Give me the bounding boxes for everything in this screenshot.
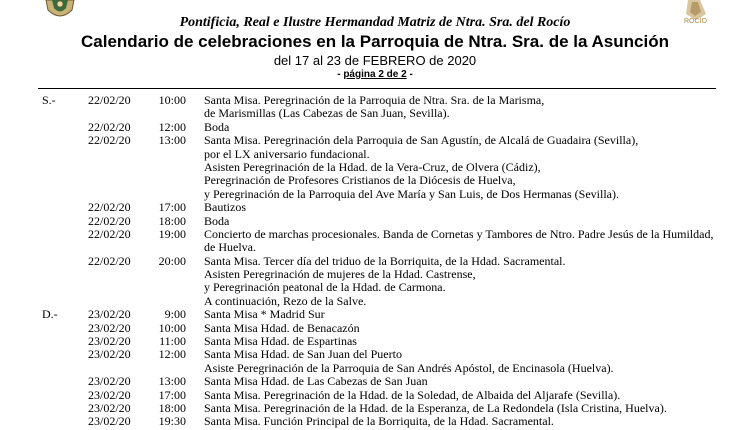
entry-description-line: A continuación, Rezo de la Salve. xyxy=(204,293,367,308)
entry-date: 23/02/20 xyxy=(88,320,131,335)
entry-description xyxy=(204,402,734,415)
entry-time: 17:00 xyxy=(158,387,186,402)
entry-description-line: Santa Misa Hdad. de San Juan del Puerto xyxy=(204,347,402,362)
entry-description-line: Santa Misa. Peregrinación dela Parroquia de San Agustín, de Alcalá de Guadaira (Sevilla), xyxy=(204,133,639,148)
entry-description-line: por el LX aniversario fundacional. xyxy=(204,146,370,161)
schedule-entry xyxy=(0,228,750,255)
entry-time: 18:00 xyxy=(158,213,186,228)
entry-date: 23/02/20 xyxy=(88,387,131,402)
entry-date: 23/02/20 xyxy=(88,307,131,322)
schedule-entry xyxy=(0,215,750,228)
schedule-entry xyxy=(0,402,750,415)
entry-time: 12:00 xyxy=(158,119,186,134)
entry-description-line: Santa Misa Hdad. de Las Cabezas de San Juan xyxy=(204,374,428,389)
entry-date: 23/02/20 xyxy=(88,347,131,362)
entry-date: 22/02/20 xyxy=(88,119,131,134)
entry-description-line: y Peregrinación de la Parroquia del Ave María y San Luis, de Dos Hermanas (Sevilla). xyxy=(204,186,619,201)
entry-description xyxy=(204,415,734,428)
entry-description xyxy=(204,308,734,321)
schedule-entry xyxy=(0,201,750,214)
entry-description xyxy=(204,335,734,348)
entry-description-line: Santa Misa Hdad. de Benacazón xyxy=(204,320,360,335)
entry-time: 10:00 xyxy=(158,320,186,335)
entry-time: 17:00 xyxy=(158,200,186,215)
entry-time: 13:00 xyxy=(158,133,186,148)
entry-time: 9:00 xyxy=(164,307,186,322)
entry-time: 10:00 xyxy=(158,93,186,107)
entry-description-line: Boda xyxy=(204,213,230,228)
entry-description-line: Asiste Peregrinación de la Parroquia de San Andrés Apóstol, de Encinasola (Huelva). xyxy=(204,360,614,375)
entry-description-line: Bautizos xyxy=(204,200,246,215)
schedule-entry xyxy=(0,415,750,428)
schedule-entry xyxy=(0,94,750,121)
entry-description-line: Santa Misa Hdad. de Espartinas xyxy=(204,334,357,349)
entry-date: 22/02/20 xyxy=(88,226,131,241)
entry-description-line: Concierto de marchas procesionales. Banda de Cornetas y Tambores de Ntro. Padre Jesús de la Humildad, xyxy=(204,226,714,241)
entry-description-line: Santa Misa. Tercer día del triduo de la Borriquita, de la Hdad. Sacramental. xyxy=(204,253,566,268)
entry-description xyxy=(204,255,734,309)
entry-description-line: de Marismillas (Las Cabezas de San Juan, Sevilla). xyxy=(204,106,450,121)
entry-time: 11:00 xyxy=(159,334,186,349)
document-title: Calendario de celebraciones en la Parroquia de Ntra. Sra. de la Asunción xyxy=(81,32,669,51)
organization-name: Pontificia, Real e Ilustre Hermandad Matriz de Ntra. Sra. del Rocío xyxy=(179,15,571,30)
entry-description xyxy=(204,94,734,121)
entry-description-line: Santa Misa * Madrid Sur xyxy=(204,307,325,322)
entry-day: D.- xyxy=(42,307,58,322)
entry-description xyxy=(204,215,734,228)
entry-description-line: Santa Misa. Función Principal de la Borriquita, de la Hdad. Sacramental. xyxy=(204,414,554,429)
schedule-entry xyxy=(0,121,750,134)
entry-description xyxy=(204,201,734,214)
entry-date: 22/02/20 xyxy=(88,200,131,215)
document-header xyxy=(0,14,750,81)
entry-description xyxy=(204,121,734,134)
entry-description-line: y Peregrinación peatonal de la Hdad. de Carmona. xyxy=(204,280,446,295)
entry-time: 19:30 xyxy=(158,414,186,429)
schedule-list xyxy=(0,94,750,429)
page-number: página 2 de 2 xyxy=(343,69,407,80)
entry-description-line: Santa Misa. Peregrinación de la Parroquia de Ntra. Sra. de la Marisma, xyxy=(204,93,545,107)
page-suffix: - xyxy=(406,69,413,80)
schedule-entry xyxy=(0,335,750,348)
rocio-logo-text: ROCÍO xyxy=(684,18,707,25)
schedule-entry xyxy=(0,134,750,201)
entry-date: 23/02/20 xyxy=(88,400,131,415)
entry-description-line: Peregrinación de Profesores Cristianos de la Diócesis de Huelva, xyxy=(204,173,516,188)
entry-date: 23/02/20 xyxy=(88,334,131,349)
entry-date: 23/02/20 xyxy=(88,414,131,429)
entry-description-line: de Huelva. xyxy=(204,240,256,255)
schedule-entry xyxy=(0,389,750,402)
entry-description xyxy=(204,348,734,375)
entry-description-line: Asisten Peregrinación de la Hdad. de la Vera-Cruz, de Olvera (Cádiz), xyxy=(204,159,541,174)
entry-time: 13:00 xyxy=(158,374,186,389)
entry-date: 23/02/20 xyxy=(88,374,131,389)
entry-description xyxy=(204,134,734,201)
schedule-entry xyxy=(0,348,750,375)
entry-time: 20:00 xyxy=(158,253,186,268)
schedule-entry xyxy=(0,255,750,309)
entry-time: 18:00 xyxy=(158,400,186,415)
entry-description-line: Boda xyxy=(204,119,230,134)
entry-description xyxy=(204,228,734,255)
schedule-entry xyxy=(0,322,750,335)
entry-description-line: Asisten Peregrinación de mujeres de la Hdad. Castrense, xyxy=(204,267,476,282)
date-range: del 17 al 23 de FEBRERO de 2020 xyxy=(273,53,477,68)
entry-day: S.- xyxy=(42,93,56,107)
entry-time: 19:00 xyxy=(158,226,186,241)
page-prefix: - xyxy=(337,69,344,80)
entry-date: 22/02/20 xyxy=(88,213,131,228)
entry-date: 22/02/20 xyxy=(88,133,131,148)
page-indicator xyxy=(0,69,750,81)
entry-description xyxy=(204,389,734,402)
schedule-entry xyxy=(0,375,750,388)
entry-description-line: Santa Misa. Peregrinación de la Hdad. de la Esperanza, de La Redondela (Isla Cristina, Huelva). xyxy=(204,400,667,415)
entry-time: 12:00 xyxy=(158,347,186,362)
entry-description xyxy=(204,322,734,335)
header-divider xyxy=(38,88,716,89)
entry-description-line: Santa Misa. Peregrinación de la Hdad. de la Soledad, de Albaida del Aljarafe (Sevilla). xyxy=(204,387,621,402)
schedule-entry xyxy=(0,308,750,321)
entry-description xyxy=(204,375,734,388)
entry-date: 22/02/20 xyxy=(88,93,131,107)
entry-date: 22/02/20 xyxy=(88,253,131,268)
